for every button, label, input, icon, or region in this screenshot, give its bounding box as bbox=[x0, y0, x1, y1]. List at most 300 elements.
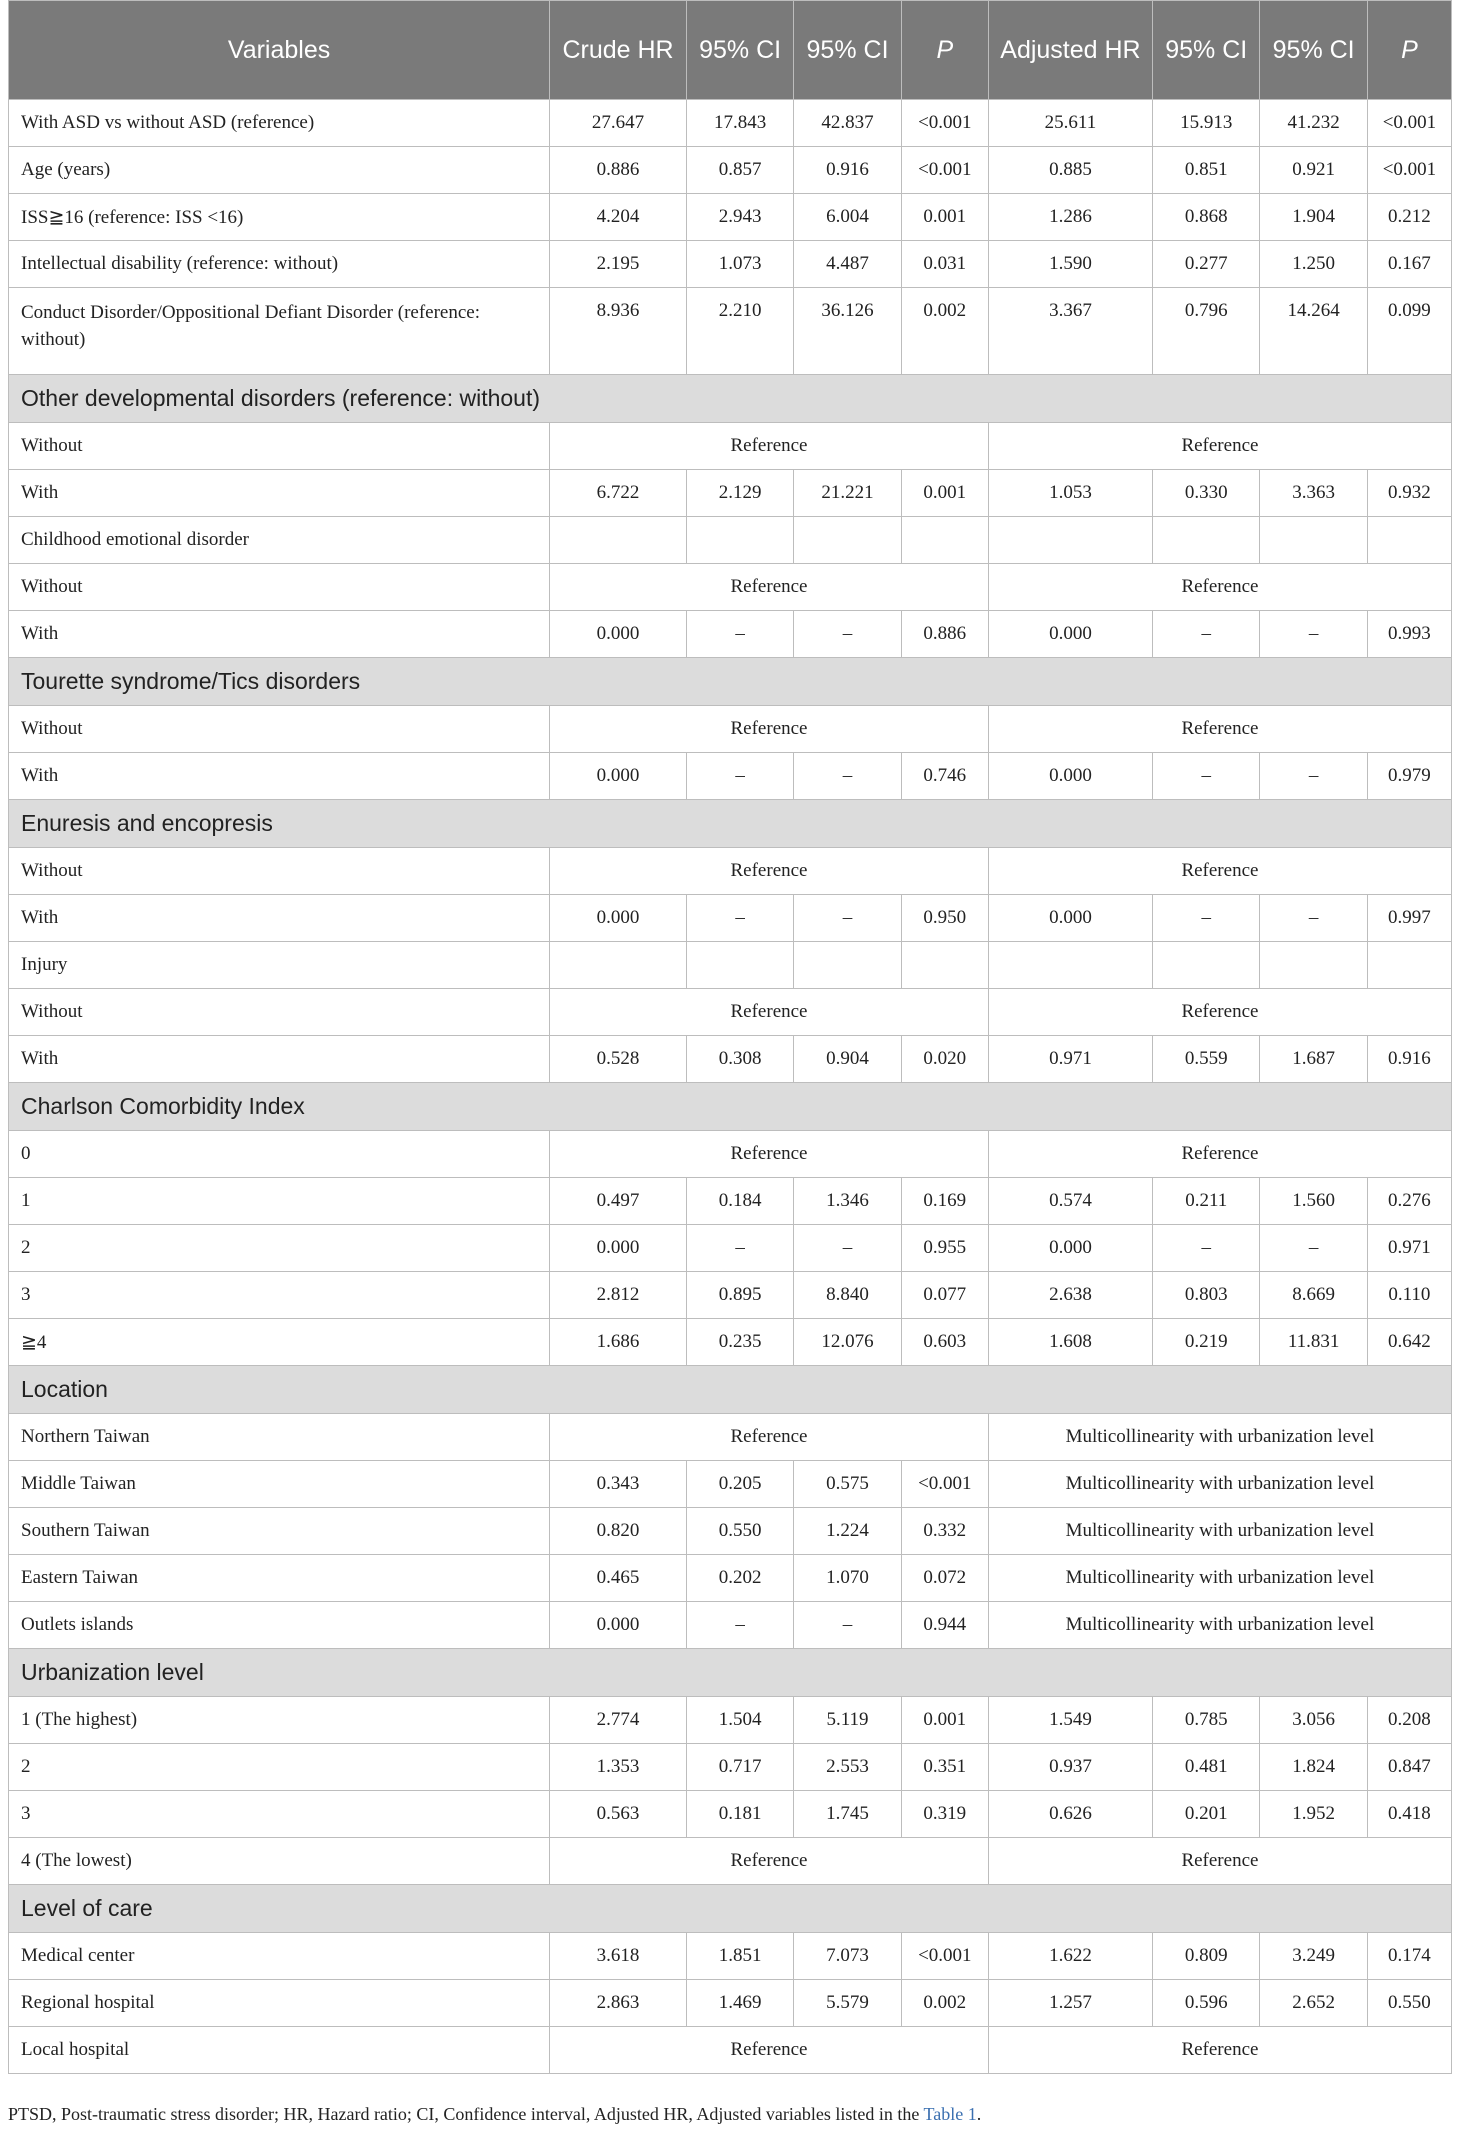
table-row bbox=[9, 1980, 1452, 2027]
table-row bbox=[9, 1697, 1452, 1744]
section-title: Other developmental disorders (reference: without) bbox=[9, 375, 1452, 423]
crude-reference-cell: Reference bbox=[550, 706, 989, 753]
adjusted-ci-upper-cell: 1.250 bbox=[1260, 241, 1367, 288]
crude-ci-lower-cell: 0.181 bbox=[686, 1791, 793, 1838]
section-header-row bbox=[9, 658, 1452, 706]
table-row bbox=[9, 895, 1452, 942]
table-row bbox=[9, 1508, 1452, 1555]
row-label: 3 bbox=[9, 1272, 550, 1319]
adjusted-reference-cell: Reference bbox=[988, 564, 1451, 611]
crude-ci-upper-cell: 1.346 bbox=[794, 1178, 901, 1225]
crude-reference-cell: Reference bbox=[550, 1838, 989, 1885]
adjusted-ci-lower-cell: – bbox=[1153, 753, 1260, 800]
crude-ci-upper-cell: 4.487 bbox=[794, 241, 901, 288]
crude-ci-lower-cell: 17.843 bbox=[686, 100, 793, 147]
section-title: Location bbox=[9, 1366, 1452, 1414]
crude-ci-upper-cell: 0.916 bbox=[794, 147, 901, 194]
adjusted-reference-cell: Multicollinearity with urbanization level bbox=[988, 1414, 1451, 1461]
row-label: Without bbox=[9, 706, 550, 753]
adjusted-p-cell: 0.932 bbox=[1367, 470, 1451, 517]
crude-hr-cell: 0.000 bbox=[550, 753, 687, 800]
table-row bbox=[9, 1791, 1452, 1838]
section-header-row bbox=[9, 1083, 1452, 1131]
row-label: With ASD vs without ASD (reference) bbox=[9, 100, 550, 147]
adjusted-ci-lower-cell: 0.868 bbox=[1153, 194, 1260, 241]
adjusted-hr-cell: 2.638 bbox=[988, 1272, 1152, 1319]
footnote-text: PTSD, Post-traumatic stress disorder; HR, Hazard ratio; CI, Confidence interval, Adjusted HR, Adjusted variables listed in the bbox=[8, 2104, 924, 2124]
adjusted-ci-upper-cell bbox=[1260, 517, 1367, 564]
row-label: Childhood emotional disorder bbox=[9, 517, 550, 564]
adjusted-ci-lower-cell: 0.796 bbox=[1153, 288, 1260, 375]
row-label: Eastern Taiwan bbox=[9, 1555, 550, 1602]
table-row bbox=[9, 611, 1452, 658]
table-body bbox=[9, 100, 1452, 2074]
adjusted-p-cell: 0.979 bbox=[1367, 753, 1451, 800]
row-label: With bbox=[9, 470, 550, 517]
adjusted-hr-cell: 25.611 bbox=[988, 100, 1152, 147]
adjusted-ci-upper-cell: 1.560 bbox=[1260, 1178, 1367, 1225]
crude-hr-cell: 27.647 bbox=[550, 100, 687, 147]
crude-ci-upper-cell: 6.004 bbox=[794, 194, 901, 241]
table-row bbox=[9, 288, 1452, 375]
crude-hr-cell: 8.936 bbox=[550, 288, 687, 375]
crude-reference-cell: Reference bbox=[550, 848, 989, 895]
adjusted-hr-cell: 1.622 bbox=[988, 1933, 1152, 1980]
row-label: Injury bbox=[9, 942, 550, 989]
crude-ci-lower-cell: – bbox=[686, 1225, 793, 1272]
header-adjusted-ci-upper: 95% CI bbox=[1260, 1, 1367, 100]
crude-ci-lower-cell: 2.210 bbox=[686, 288, 793, 375]
row-label: 2 bbox=[9, 1744, 550, 1791]
table-row bbox=[9, 706, 1452, 753]
crude-ci-lower-cell: 0.184 bbox=[686, 1178, 793, 1225]
crude-hr-cell: 0.000 bbox=[550, 1225, 687, 1272]
adjusted-hr-cell: 1.590 bbox=[988, 241, 1152, 288]
row-label: Local hospital bbox=[9, 2027, 550, 2074]
table-row bbox=[9, 1602, 1452, 1649]
section-title: Enuresis and encopresis bbox=[9, 800, 1452, 848]
crude-ci-lower-cell: 1.073 bbox=[686, 241, 793, 288]
crude-p-cell: 0.955 bbox=[901, 1225, 988, 1272]
adjusted-ci-upper-cell: 14.264 bbox=[1260, 288, 1367, 375]
adjusted-p-cell: 0.993 bbox=[1367, 611, 1451, 658]
adjusted-hr-cell: 0.937 bbox=[988, 1744, 1152, 1791]
row-label: ISS≧16 (reference: ISS <16) bbox=[9, 194, 550, 241]
table-row bbox=[9, 147, 1452, 194]
table-row bbox=[9, 1933, 1452, 1980]
table-row bbox=[9, 1744, 1452, 1791]
crude-hr-cell: 4.204 bbox=[550, 194, 687, 241]
adjusted-p-cell bbox=[1367, 942, 1451, 989]
adjusted-ci-upper-cell: – bbox=[1260, 1225, 1367, 1272]
adjusted-ci-upper-cell: 8.669 bbox=[1260, 1272, 1367, 1319]
crude-hr-cell bbox=[550, 942, 687, 989]
crude-hr-cell: 0.465 bbox=[550, 1555, 687, 1602]
crude-ci-lower-cell: 2.943 bbox=[686, 194, 793, 241]
crude-ci-upper-cell: – bbox=[794, 753, 901, 800]
table-row bbox=[9, 100, 1452, 147]
adjusted-ci-lower-cell: 0.559 bbox=[1153, 1036, 1260, 1083]
crude-p-cell: 0.001 bbox=[901, 194, 988, 241]
crude-ci-lower-cell: 0.857 bbox=[686, 147, 793, 194]
adjusted-note-cell: Multicollinearity with urbanization level bbox=[988, 1602, 1451, 1649]
adjusted-p-cell: 0.971 bbox=[1367, 1225, 1451, 1272]
section-header-row bbox=[9, 1649, 1452, 1697]
adjusted-reference-cell: Reference bbox=[988, 848, 1451, 895]
crude-p-cell: <0.001 bbox=[901, 1933, 988, 1980]
adjusted-ci-upper-cell bbox=[1260, 942, 1367, 989]
adjusted-ci-upper-cell: 1.904 bbox=[1260, 194, 1367, 241]
adjusted-ci-lower-cell: 0.596 bbox=[1153, 1980, 1260, 2027]
crude-p-cell: <0.001 bbox=[901, 100, 988, 147]
crude-ci-upper-cell: 7.073 bbox=[794, 1933, 901, 1980]
row-label: With bbox=[9, 753, 550, 800]
row-label: Without bbox=[9, 848, 550, 895]
row-label: Without bbox=[9, 989, 550, 1036]
header-crude-p: P bbox=[901, 1, 988, 100]
row-label: Intellectual disability (reference: without) bbox=[9, 241, 550, 288]
adjusted-hr-cell: 0.626 bbox=[988, 1791, 1152, 1838]
adjusted-p-cell: 0.208 bbox=[1367, 1697, 1451, 1744]
crude-reference-cell: Reference bbox=[550, 1414, 989, 1461]
section-title: Urbanization level bbox=[9, 1649, 1452, 1697]
table-row bbox=[9, 1225, 1452, 1272]
table-row bbox=[9, 1555, 1452, 1602]
table-row bbox=[9, 1131, 1452, 1178]
adjusted-note-cell: Multicollinearity with urbanization level bbox=[988, 1461, 1451, 1508]
crude-ci-lower-cell: 0.308 bbox=[686, 1036, 793, 1083]
adjusted-hr-cell: 0.000 bbox=[988, 1225, 1152, 1272]
adjusted-p-cell: 0.099 bbox=[1367, 288, 1451, 375]
table-header-row bbox=[9, 1, 1452, 100]
adjusted-hr-cell: 1.053 bbox=[988, 470, 1152, 517]
row-label: With bbox=[9, 611, 550, 658]
adjusted-ci-upper-cell: 41.232 bbox=[1260, 100, 1367, 147]
crude-ci-lower-cell: – bbox=[686, 611, 793, 658]
row-label: ≧4 bbox=[9, 1319, 550, 1366]
section-title: Level of care bbox=[9, 1885, 1452, 1933]
crude-ci-lower-cell: 1.504 bbox=[686, 1697, 793, 1744]
adjusted-ci-upper-cell: 3.363 bbox=[1260, 470, 1367, 517]
table-row bbox=[9, 2027, 1452, 2074]
crude-ci-upper-cell: 5.579 bbox=[794, 1980, 901, 2027]
adjusted-p-cell: <0.001 bbox=[1367, 147, 1451, 194]
crude-ci-upper-cell: 8.840 bbox=[794, 1272, 901, 1319]
crude-p-cell: 0.072 bbox=[901, 1555, 988, 1602]
crude-hr-cell: 2.195 bbox=[550, 241, 687, 288]
header-adjusted-hr: Adjusted HR bbox=[988, 1, 1152, 100]
crude-ci-upper-cell: 1.070 bbox=[794, 1555, 901, 1602]
crude-p-cell: 0.319 bbox=[901, 1791, 988, 1838]
adjusted-hr-cell: 0.000 bbox=[988, 611, 1152, 658]
adjusted-ci-lower-cell: 0.219 bbox=[1153, 1319, 1260, 1366]
crude-hr-cell: 0.000 bbox=[550, 1602, 687, 1649]
row-label: With bbox=[9, 895, 550, 942]
adjusted-p-cell: 0.642 bbox=[1367, 1319, 1451, 1366]
crude-p-cell: 0.169 bbox=[901, 1178, 988, 1225]
table-row bbox=[9, 989, 1452, 1036]
adjusted-reference-cell: Reference bbox=[988, 423, 1451, 470]
adjusted-ci-upper-cell: 0.921 bbox=[1260, 147, 1367, 194]
crude-p-cell: 0.001 bbox=[901, 470, 988, 517]
crude-hr-cell: 0.343 bbox=[550, 1461, 687, 1508]
table-row bbox=[9, 942, 1452, 989]
crude-ci-upper-cell bbox=[794, 517, 901, 564]
table-footnote bbox=[8, 2104, 1452, 2125]
adjusted-ci-lower-cell: 0.277 bbox=[1153, 241, 1260, 288]
adjusted-ci-upper-cell: 3.056 bbox=[1260, 1697, 1367, 1744]
crude-p-cell: 0.603 bbox=[901, 1319, 988, 1366]
header-crude-hr: Crude HR bbox=[550, 1, 687, 100]
table-row bbox=[9, 1461, 1452, 1508]
crude-ci-lower-cell: 0.235 bbox=[686, 1319, 793, 1366]
header-variables: Variables bbox=[9, 1, 550, 100]
crude-ci-lower-cell bbox=[686, 942, 793, 989]
adjusted-ci-upper-cell: – bbox=[1260, 753, 1367, 800]
crude-ci-upper-cell: 0.575 bbox=[794, 1461, 901, 1508]
crude-ci-upper-cell: 12.076 bbox=[794, 1319, 901, 1366]
adjusted-ci-lower-cell: 0.803 bbox=[1153, 1272, 1260, 1319]
crude-reference-cell: Reference bbox=[550, 1131, 989, 1178]
table-row bbox=[9, 1838, 1452, 1885]
crude-p-cell: 0.020 bbox=[901, 1036, 988, 1083]
row-label: 1 (The highest) bbox=[9, 1697, 550, 1744]
crude-p-cell: 0.886 bbox=[901, 611, 988, 658]
crude-p-cell: 0.950 bbox=[901, 895, 988, 942]
adjusted-ci-upper-cell: 1.952 bbox=[1260, 1791, 1367, 1838]
adjusted-ci-upper-cell: 1.687 bbox=[1260, 1036, 1367, 1083]
table-row bbox=[9, 1178, 1452, 1225]
crude-ci-upper-cell: 0.904 bbox=[794, 1036, 901, 1083]
table-row bbox=[9, 423, 1452, 470]
crude-ci-lower-cell bbox=[686, 517, 793, 564]
adjusted-ci-lower-cell: 0.851 bbox=[1153, 147, 1260, 194]
row-label: Medical center bbox=[9, 1933, 550, 1980]
adjusted-reference-cell: Reference bbox=[988, 2027, 1451, 2074]
crude-ci-lower-cell: 0.205 bbox=[686, 1461, 793, 1508]
adjusted-p-cell bbox=[1367, 517, 1451, 564]
adjusted-hr-cell: 0.885 bbox=[988, 147, 1152, 194]
crude-p-cell: 0.002 bbox=[901, 288, 988, 375]
crude-hr-cell: 0.563 bbox=[550, 1791, 687, 1838]
crude-ci-lower-cell: – bbox=[686, 895, 793, 942]
adjusted-ci-upper-cell: – bbox=[1260, 611, 1367, 658]
crude-ci-upper-cell: – bbox=[794, 611, 901, 658]
crude-hr-cell: 0.820 bbox=[550, 1508, 687, 1555]
table-row bbox=[9, 848, 1452, 895]
adjusted-ci-lower-cell: 0.809 bbox=[1153, 1933, 1260, 1980]
crude-ci-lower-cell: 1.851 bbox=[686, 1933, 793, 1980]
section-header-row bbox=[9, 375, 1452, 423]
adjusted-note-cell: Multicollinearity with urbanization level bbox=[988, 1508, 1451, 1555]
crude-ci-upper-cell: 21.221 bbox=[794, 470, 901, 517]
adjusted-ci-lower-cell: 15.913 bbox=[1153, 100, 1260, 147]
footnote-end: . bbox=[976, 2104, 982, 2124]
adjusted-reference-cell: Reference bbox=[988, 1131, 1451, 1178]
adjusted-ci-lower-cell bbox=[1153, 942, 1260, 989]
adjusted-p-cell: 0.212 bbox=[1367, 194, 1451, 241]
adjusted-ci-upper-cell: – bbox=[1260, 895, 1367, 942]
crude-p-cell: <0.001 bbox=[901, 147, 988, 194]
row-label: Age (years) bbox=[9, 147, 550, 194]
adjusted-ci-upper-cell: 1.824 bbox=[1260, 1744, 1367, 1791]
adjusted-hr-cell: 0.000 bbox=[988, 895, 1152, 942]
crude-ci-upper-cell bbox=[794, 942, 901, 989]
header-crude-ci-upper: 95% CI bbox=[794, 1, 901, 100]
crude-ci-upper-cell: – bbox=[794, 895, 901, 942]
section-header-row bbox=[9, 1366, 1452, 1414]
crude-ci-upper-cell: – bbox=[794, 1602, 901, 1649]
table-row bbox=[9, 1272, 1452, 1319]
row-label: With bbox=[9, 1036, 550, 1083]
crude-ci-lower-cell: 0.550 bbox=[686, 1508, 793, 1555]
table-row bbox=[9, 517, 1452, 564]
crude-ci-upper-cell: 42.837 bbox=[794, 100, 901, 147]
crude-p-cell: <0.001 bbox=[901, 1461, 988, 1508]
crude-p-cell: 0.077 bbox=[901, 1272, 988, 1319]
header-adjusted-ci-lower: 95% CI bbox=[1153, 1, 1260, 100]
crude-ci-lower-cell: – bbox=[686, 1602, 793, 1649]
adjusted-hr-cell: 1.286 bbox=[988, 194, 1152, 241]
crude-hr-cell: 2.812 bbox=[550, 1272, 687, 1319]
table-row bbox=[9, 194, 1452, 241]
crude-p-cell bbox=[901, 517, 988, 564]
adjusted-p-cell: <0.001 bbox=[1367, 100, 1451, 147]
adjusted-ci-lower-cell: 0.211 bbox=[1153, 1178, 1260, 1225]
crude-hr-cell: 3.618 bbox=[550, 1933, 687, 1980]
row-label: 4 (The lowest) bbox=[9, 1838, 550, 1885]
row-label: Without bbox=[9, 564, 550, 611]
table-row bbox=[9, 241, 1452, 288]
header-adjusted-p: P bbox=[1367, 1, 1451, 100]
crude-reference-cell: Reference bbox=[550, 564, 989, 611]
adjusted-ci-lower-cell: 0.785 bbox=[1153, 1697, 1260, 1744]
row-label: 2 bbox=[9, 1225, 550, 1272]
section-header-row bbox=[9, 1885, 1452, 1933]
adjusted-ci-lower-cell bbox=[1153, 517, 1260, 564]
row-label: 1 bbox=[9, 1178, 550, 1225]
crude-ci-upper-cell: 1.224 bbox=[794, 1508, 901, 1555]
adjusted-p-cell: 0.110 bbox=[1367, 1272, 1451, 1319]
crude-ci-upper-cell: 5.119 bbox=[794, 1697, 901, 1744]
crude-p-cell: 0.002 bbox=[901, 1980, 988, 2027]
results-table-container bbox=[8, 0, 1452, 2074]
adjusted-hr-cell: 3.367 bbox=[988, 288, 1152, 375]
crude-ci-lower-cell: 0.202 bbox=[686, 1555, 793, 1602]
adjusted-p-cell: 0.174 bbox=[1367, 1933, 1451, 1980]
crude-hr-cell: 6.722 bbox=[550, 470, 687, 517]
crude-p-cell: 0.332 bbox=[901, 1508, 988, 1555]
row-label: 0 bbox=[9, 1131, 550, 1178]
adjusted-ci-upper-cell: 11.831 bbox=[1260, 1319, 1367, 1366]
adjusted-reference-cell: Reference bbox=[988, 706, 1451, 753]
row-label: Northern Taiwan bbox=[9, 1414, 550, 1461]
table-row bbox=[9, 1414, 1452, 1461]
crude-reference-cell: Reference bbox=[550, 423, 989, 470]
adjusted-ci-upper-cell: 3.249 bbox=[1260, 1933, 1367, 1980]
adjusted-p-cell: 0.276 bbox=[1367, 1178, 1451, 1225]
adjusted-ci-lower-cell: 0.330 bbox=[1153, 470, 1260, 517]
crude-ci-upper-cell: 36.126 bbox=[794, 288, 901, 375]
crude-ci-upper-cell: 2.553 bbox=[794, 1744, 901, 1791]
adjusted-hr-cell: 0.971 bbox=[988, 1036, 1152, 1083]
table-row bbox=[9, 1036, 1452, 1083]
table-row bbox=[9, 753, 1452, 800]
adjusted-hr-cell bbox=[988, 517, 1152, 564]
hazard-ratio-table bbox=[8, 0, 1452, 2074]
adjusted-ci-lower-cell: – bbox=[1153, 1225, 1260, 1272]
crude-p-cell: 0.001 bbox=[901, 1697, 988, 1744]
crude-ci-lower-cell: 2.129 bbox=[686, 470, 793, 517]
crude-ci-lower-cell: 1.469 bbox=[686, 1980, 793, 2027]
adjusted-note-cell: Multicollinearity with urbanization level bbox=[988, 1555, 1451, 1602]
crude-p-cell: 0.351 bbox=[901, 1744, 988, 1791]
section-title: Tourette syndrome/Tics disorders bbox=[9, 658, 1452, 706]
crude-hr-cell: 0.886 bbox=[550, 147, 687, 194]
crude-p-cell: 0.944 bbox=[901, 1602, 988, 1649]
adjusted-p-cell: 0.916 bbox=[1367, 1036, 1451, 1083]
adjusted-hr-cell: 0.574 bbox=[988, 1178, 1152, 1225]
crude-hr-cell: 0.497 bbox=[550, 1178, 687, 1225]
adjusted-p-cell: 0.418 bbox=[1367, 1791, 1451, 1838]
crude-ci-upper-cell: – bbox=[794, 1225, 901, 1272]
adjusted-ci-lower-cell: – bbox=[1153, 611, 1260, 658]
row-label: 3 bbox=[9, 1791, 550, 1838]
adjusted-reference-cell: Reference bbox=[988, 1838, 1451, 1885]
section-header-row bbox=[9, 800, 1452, 848]
row-label: Without bbox=[9, 423, 550, 470]
table-row bbox=[9, 470, 1452, 517]
crude-hr-cell: 1.353 bbox=[550, 1744, 687, 1791]
crude-hr-cell bbox=[550, 517, 687, 564]
crude-hr-cell: 0.000 bbox=[550, 895, 687, 942]
table-row bbox=[9, 564, 1452, 611]
adjusted-p-cell: 0.167 bbox=[1367, 241, 1451, 288]
crude-hr-cell: 2.863 bbox=[550, 1980, 687, 2027]
crude-hr-cell: 0.000 bbox=[550, 611, 687, 658]
crude-ci-lower-cell: 0.717 bbox=[686, 1744, 793, 1791]
adjusted-hr-cell: 1.608 bbox=[988, 1319, 1152, 1366]
adjusted-p-cell: 0.997 bbox=[1367, 895, 1451, 942]
row-label: Conduct Disorder/Oppositional Defiant Disorder (reference: without) bbox=[9, 288, 550, 375]
footnote-table-link[interactable]: Table 1 bbox=[923, 2104, 977, 2124]
adjusted-hr-cell bbox=[988, 942, 1152, 989]
adjusted-ci-lower-cell: – bbox=[1153, 895, 1260, 942]
adjusted-ci-lower-cell: 0.201 bbox=[1153, 1791, 1260, 1838]
crude-ci-upper-cell: 1.745 bbox=[794, 1791, 901, 1838]
adjusted-hr-cell: 1.549 bbox=[988, 1697, 1152, 1744]
crude-p-cell bbox=[901, 942, 988, 989]
crude-hr-cell: 2.774 bbox=[550, 1697, 687, 1744]
table-row bbox=[9, 1319, 1452, 1366]
row-label: Outlets islands bbox=[9, 1602, 550, 1649]
row-label: Regional hospital bbox=[9, 1980, 550, 2027]
crude-ci-lower-cell: – bbox=[686, 753, 793, 800]
adjusted-hr-cell: 1.257 bbox=[988, 1980, 1152, 2027]
adjusted-ci-lower-cell: 0.481 bbox=[1153, 1744, 1260, 1791]
adjusted-hr-cell: 0.000 bbox=[988, 753, 1152, 800]
crude-reference-cell: Reference bbox=[550, 2027, 989, 2074]
row-label: Middle Taiwan bbox=[9, 1461, 550, 1508]
adjusted-p-cell: 0.847 bbox=[1367, 1744, 1451, 1791]
crude-p-cell: 0.746 bbox=[901, 753, 988, 800]
crude-hr-cell: 0.528 bbox=[550, 1036, 687, 1083]
row-label: Southern Taiwan bbox=[9, 1508, 550, 1555]
crude-p-cell: 0.031 bbox=[901, 241, 988, 288]
crude-ci-lower-cell: 0.895 bbox=[686, 1272, 793, 1319]
adjusted-p-cell: 0.550 bbox=[1367, 1980, 1451, 2027]
crude-reference-cell: Reference bbox=[550, 989, 989, 1036]
